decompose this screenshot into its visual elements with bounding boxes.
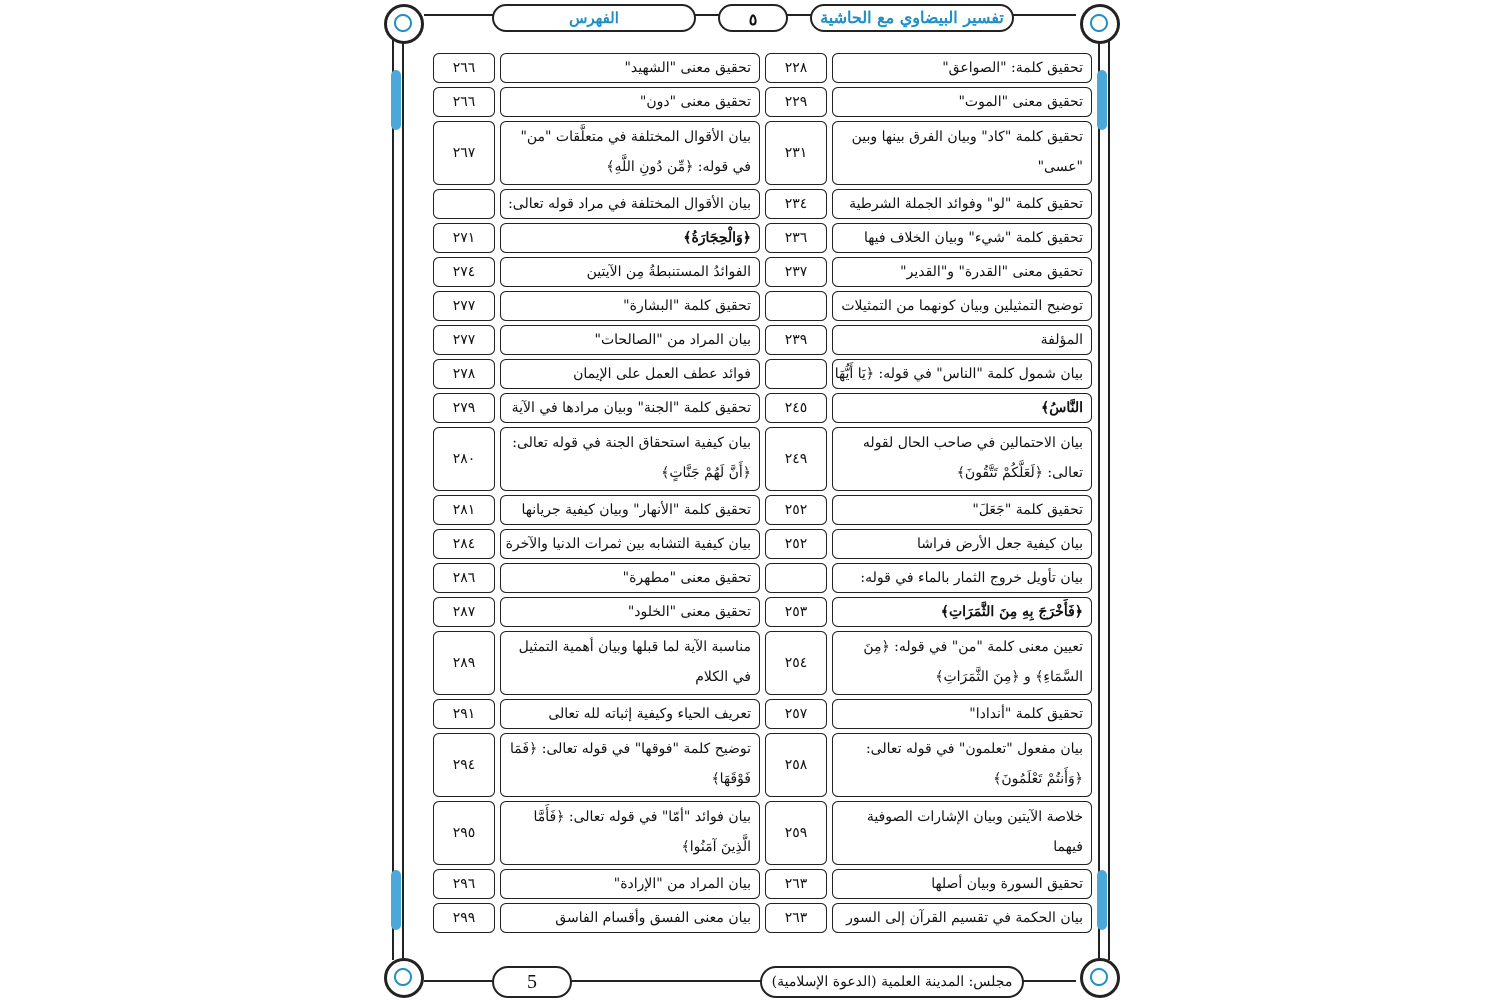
page-cell: ٢٢٩: [765, 87, 827, 117]
page-cell: ٢٧١: [433, 223, 495, 253]
topic-cell: ﴿فَأَخْرَجَ بِهِ مِنَ الثَّمَرَاتِ﴾: [832, 597, 1092, 627]
topic-cell: بيان شمول كلمة "الناس" في قوله: ﴿يَا أَيُّهَا: [832, 359, 1092, 389]
topic-cell: بيان الأقوال المختلفة في متعلَّقات "من" في قوله: ﴿مِّن دُونِ اللَّهِ﴾: [500, 121, 760, 185]
right-bottom-flourish: [1097, 870, 1107, 930]
topic-cell: تحقيق معنى "دون": [500, 87, 760, 117]
topic-cell: تحقيق كلمة "كاد" وبيان الفرق بينها وبين "عسى": [832, 121, 1092, 185]
topic-cell: بيان الحكمة في تقسيم القرآن إلى السور: [832, 903, 1092, 933]
page-cell: ٢٥٨: [765, 733, 827, 797]
page-cell: [765, 291, 827, 321]
topic-cell: تحقيق معنى "الموت": [832, 87, 1092, 117]
header-page-number: ٥: [718, 4, 788, 32]
book-title: تفسير البيضاوي مع الحاشية: [810, 4, 1014, 32]
page-cell: ٢٧٧: [433, 291, 495, 321]
page-cell: ٢٥٣: [765, 597, 827, 627]
topic-cell: تحقيق معنى "الخلود": [500, 597, 760, 627]
topic-cell: فوائد عطف العمل على الإيمان: [500, 359, 760, 389]
corner-ornament-top-left: [384, 4, 424, 44]
corner-ornament-bottom-right: [1080, 958, 1120, 998]
page-cell: ٢٩٤: [433, 733, 495, 797]
topic-cell: تحقيق كلمة "الأنهار" وبيان كيفية جريانها: [500, 495, 760, 525]
page-cell: ٢٩٩: [433, 903, 495, 933]
page-cell: ٢٣٧: [765, 257, 827, 287]
page-cell: ٢٦٦: [433, 53, 495, 83]
topic-cell: بيان كيفية استحقاق الجنة في قوله تعالى: ﴿أَنَّ لَهُمْ جَنَّاتٍ﴾: [500, 427, 760, 491]
index-table: [416, 53, 1092, 937]
page-cell: ٢٦٣: [765, 869, 827, 899]
page-cell: ٢٨٦: [433, 563, 495, 593]
page-cell: ٢٨٧: [433, 597, 495, 627]
right-border-ornament: [1098, 40, 1110, 960]
topic-cell: تحقيق معنى "مطهرة": [500, 563, 760, 593]
topic-cell: بيان المراد من "الصالحات": [500, 325, 760, 355]
topic-cell: تحقيق كلمة: "الصواعق": [832, 53, 1092, 83]
topic-cell: تحقيق كلمة "أندادا": [832, 699, 1092, 729]
page-cell: ٢٥٢: [765, 529, 827, 559]
topic-cell: تعريف الحياء وكيفية إثباته لله تعالى: [500, 699, 760, 729]
topic-cell: بيان كيفية التشابه بين ثمرات الدنيا والآخرة: [500, 529, 760, 559]
page-cell: ٢٥٩: [765, 801, 827, 865]
topic-cell: بيان مفعول "تعلمون" في قوله تعالى: ﴿وَأَنتُمْ تَعْلَمُونَ﴾: [832, 733, 1092, 797]
topic-cell: تحقيق كلمة "شيء" وبيان الخلاف فيها: [832, 223, 1092, 253]
topic-cell: توضيح كلمة "فوقها" في قوله تعالى: ﴿فَمَا فَوْقَهَا﴾: [500, 733, 760, 797]
corner-ornament-bottom-left: [384, 958, 424, 998]
page-cell: ٢٣١: [765, 121, 827, 185]
page-cell: ٢٤٥: [765, 393, 827, 423]
page-cell: [765, 359, 827, 389]
topic-cell: بيان الأقوال المختلفة في مراد قوله تعالى:: [500, 189, 760, 219]
page-cell: ٢٣٦: [765, 223, 827, 253]
topic-cell: بيان كيفية جعل الأرض فراشا: [832, 529, 1092, 559]
topic-cell: تحقيق السورة وبيان أصلها: [832, 869, 1092, 899]
page-cell: ٢٩٦: [433, 869, 495, 899]
page-cell: ٢٤٩: [765, 427, 827, 491]
topic-cell: ﴿وَالْحِجَارَةُ﴾: [500, 223, 760, 253]
topic-cell: تحقيق كلمة "الجنة" وبيان مرادها في الآية: [500, 393, 760, 423]
page-cell: ٢٢٨: [765, 53, 827, 83]
page-cell: ٢٨٠: [433, 427, 495, 491]
page-cell: ٢٥٤: [765, 631, 827, 695]
index-page: [380, 0, 1120, 1000]
left-bottom-flourish: [391, 870, 401, 930]
page-cell: ٢٦٦: [433, 87, 495, 117]
topic-cell: مناسبة الآية لما قبلها وبيان أهمية التمثيل في الكلام: [500, 631, 760, 695]
page-cell: ٢٦٣: [765, 903, 827, 933]
footer-page-number: 5: [492, 966, 572, 998]
page-cell: ٢٨٩: [433, 631, 495, 695]
page-cell: [433, 189, 495, 219]
topic-cell: تعيين معنى كلمة "من" في قوله: ﴿مِنَ السَّمَاءِ﴾ و ﴿مِنَ الثَّمَرَاتِ﴾: [832, 631, 1092, 695]
page-cell: [765, 563, 827, 593]
corner-ornament-top-right: [1080, 4, 1120, 44]
topic-cell: توضيح التمثيلين وبيان كونهما من التمثيلات: [832, 291, 1092, 321]
topic-cell: بيان فوائد "أمّا" في قوله تعالى: ﴿فَأَمَّا الَّذِينَ آمَنُوا﴾: [500, 801, 760, 865]
section-title: الفهرس: [492, 4, 696, 32]
topic-cell: تحقيق كلمة "جَعَلَ": [832, 495, 1092, 525]
publisher-name: مجلس: المدينة العلمية (الدعوة الإسلامية): [760, 966, 1024, 998]
topic-cell: النَّاسُ﴾: [832, 393, 1092, 423]
page-cell: ٢٦٧: [433, 121, 495, 185]
page-cell: ٢٥٧: [765, 699, 827, 729]
topic-cell: تحقيق معنى "الشهيد": [500, 53, 760, 83]
right-top-flourish: [1097, 70, 1107, 130]
page-cell: ٢٣٩: [765, 325, 827, 355]
page-cell: ٢٧٨: [433, 359, 495, 389]
page-cell: ٢٩١: [433, 699, 495, 729]
topic-cell: بيان الاحتمالين في صاحب الحال لقوله تعالى: ﴿لَعَلَّكُمْ تَتَّقُونَ﴾: [832, 427, 1092, 491]
topic-cell: خلاصة الآيتين وبيان الإشارات الصوفية فيهما: [832, 801, 1092, 865]
topic-cell: بيان معنى الفسق وأقسام الفاسق: [500, 903, 760, 933]
left-top-flourish: [391, 70, 401, 130]
topic-cell: بيان المراد من "الإرادة": [500, 869, 760, 899]
topic-cell: الفوائدُ المستنبطةُ مِن الآيتين: [500, 257, 760, 287]
page-cell: ٢٩٥: [433, 801, 495, 865]
page-cell: ٢٨١: [433, 495, 495, 525]
topic-cell: المؤلفة: [832, 325, 1092, 355]
topic-cell: تحقيق معنى "القدرة" و"القدير": [832, 257, 1092, 287]
topic-cell: تحقيق كلمة "لو" وفوائد الجملة الشرطية: [832, 189, 1092, 219]
page-cell: ٢٧٩: [433, 393, 495, 423]
topic-cell: بيان تأويل خروج الثمار بالماء في قوله:: [832, 563, 1092, 593]
page-cell: ٢٨٤: [433, 529, 495, 559]
left-border-ornament: [392, 40, 404, 960]
page-cell: ٢٧٧: [433, 325, 495, 355]
page-cell: ٢٧٤: [433, 257, 495, 287]
page-cell: ٢٣٤: [765, 189, 827, 219]
page-cell: ٢٥٢: [765, 495, 827, 525]
topic-cell: تحقيق كلمة "البشارة": [500, 291, 760, 321]
